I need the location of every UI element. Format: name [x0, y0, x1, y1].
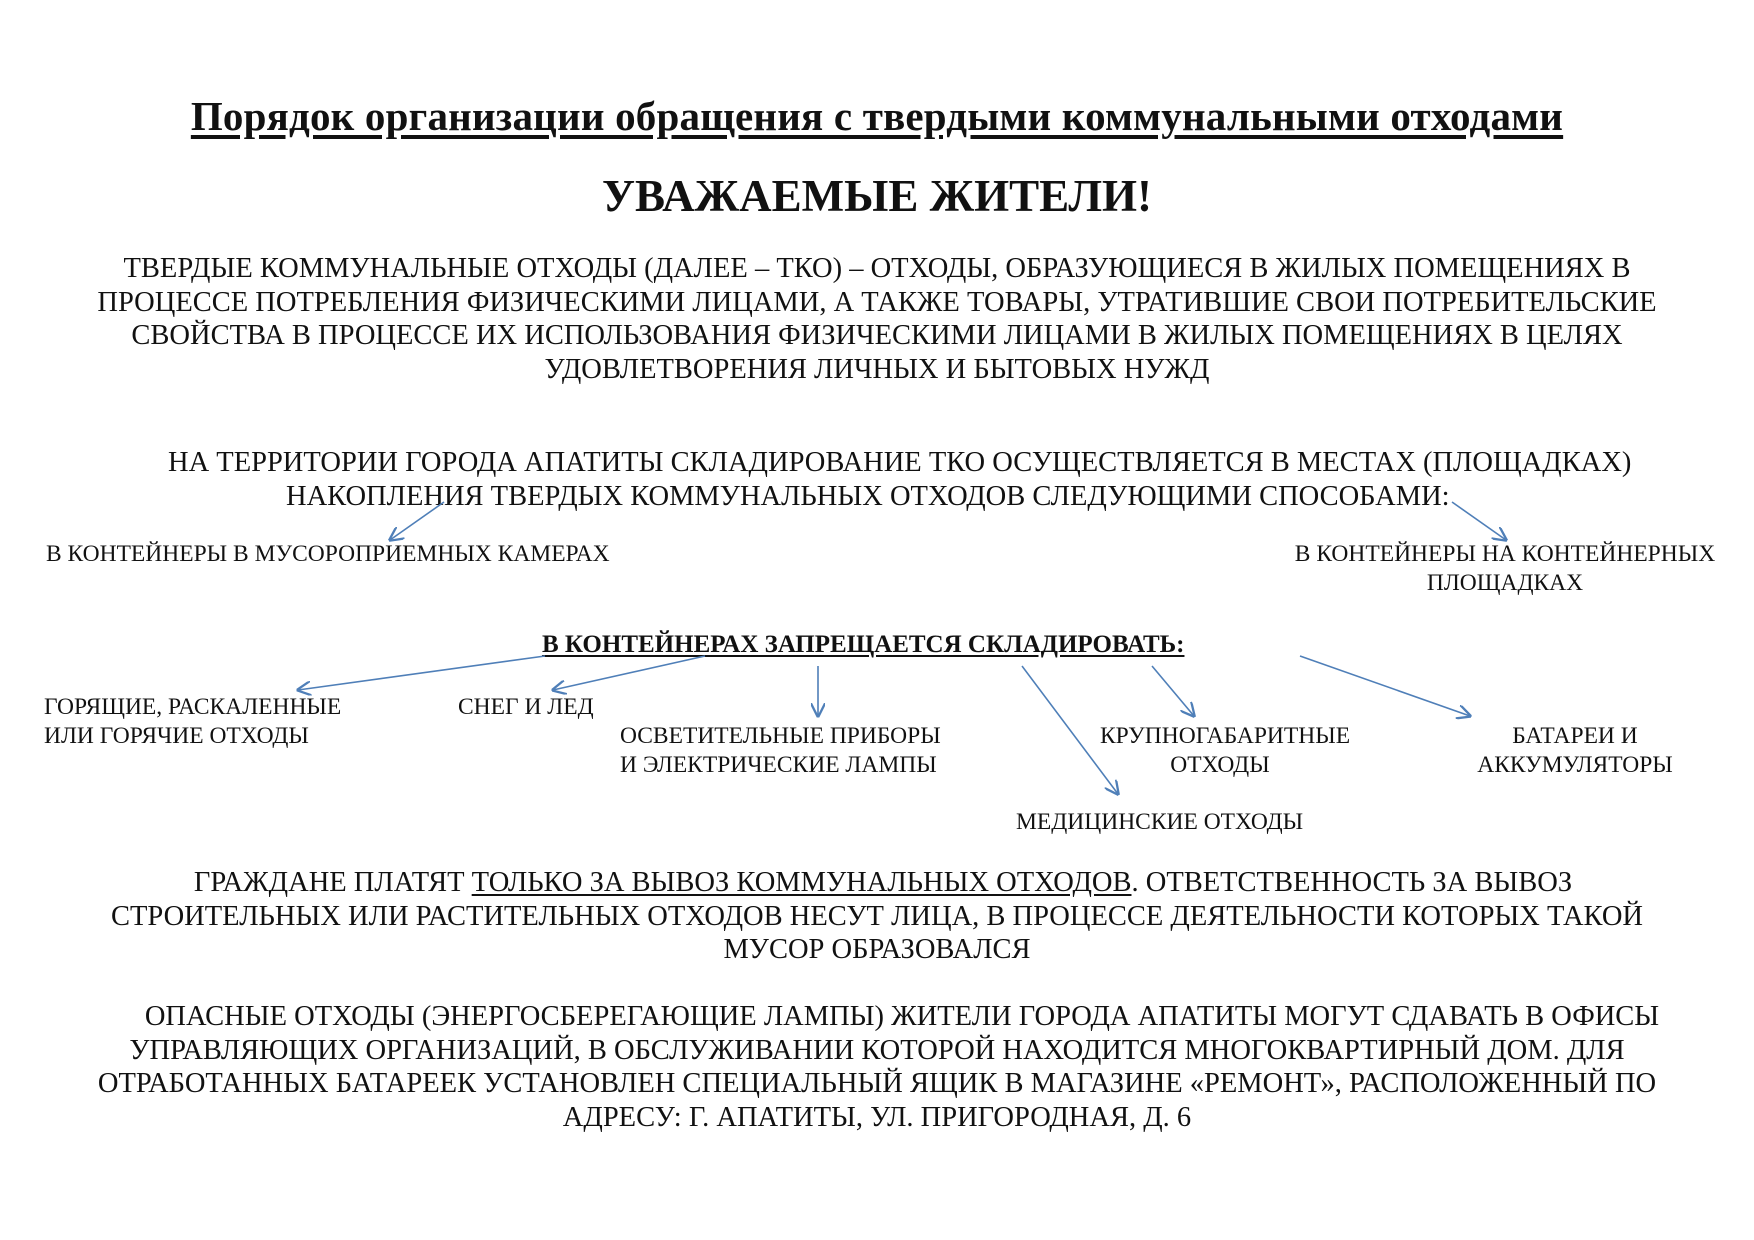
payment-line: МУСОР ОБРАЗОВАЛСЯ — [723, 934, 1031, 965]
definition-line: ПРОЦЕССЕ ПОТРЕБЛЕНИЯ ФИЗИЧЕСКИМИ ЛИЦАМИ, А ТАКЖЕ ТОВАРЫ, УТРАТИВШИЕ СВОИ ПОТРЕБИТЕЛЬСКИЕ — [97, 286, 1657, 318]
arrow-to-method-right — [1452, 502, 1506, 540]
definition-line: ТВЕРДЫЕ КОММУНАЛЬНЫЕ ОТХОДЫ (ДАЛЕЕ – ТКО) – ОТХОДЫ, ОБРАЗУЮЩИЕСЯ В ЖИЛЫХ ПОМЕЩЕНИЯХ В — [123, 253, 1631, 284]
hazardous-line: ОПАСНЫЕ ОТХОДЫ (ЭНЕРГОСБЕРЕГАЮЩИЕ ЛАМПЫ) ЖИТЕЛИ ГОРОДА АПАТИТЫ МОГУТ СДАВАТЬ В ОФИСЫ — [144, 1001, 1660, 1032]
page-subtitle: УВАЖАЕМЫЕ ЖИТЕЛИ! — [601, 171, 1153, 221]
definition-line: УДОВЛЕТВОРЕНИЯ ЛИЧНЫХ И БЫТОВЫХ НУЖД — [544, 353, 1210, 385]
storage-line: НАКОПЛЕНИЯ ТВЕРДЫХ КОММУНАЛЬНЫХ ОТХОДОВ СЛЕДУЮЩИМИ СПОСОБАМИ: — [286, 480, 1450, 512]
hazardous-line: ОТРАБОТАННЫХ БАТАРЕЕК УСТАНОВЛЕН СПЕЦИАЛЬНЫЙ ЯЩИК В МАГАЗИНЕ «РЕМОНТ», РАСПОЛОЖЕННЫЙ ПО — [97, 1068, 1657, 1099]
arrow-to-bulky — [1152, 666, 1194, 716]
hazardous-line: УПРАВЛЯЮЩИХ ОРГАНИЗАЦИЙ, В ОБСЛУЖИВАНИИ КОТОРОЙ НАХОДИТСЯ МНОГОКВАРТИРНЫЙ ДОМ. ДЛЯ — [129, 1034, 1625, 1066]
arrow-to-batteries — [1300, 656, 1470, 716]
item-burning-line: ИЛИ ГОРЯЧИЕ ОТХОДЫ — [44, 723, 309, 749]
method-right-line: В КОНТЕЙНЕРЫ НА КОНТЕЙНЕРНЫХ — [1294, 541, 1716, 567]
page-title: Порядок организации обращения с твердыми коммунальными отходами — [190, 93, 1564, 139]
arrow-to-method-left — [390, 502, 444, 540]
arrow-to-burning — [298, 656, 545, 690]
arrow-to-medical — [1022, 666, 1118, 794]
definition-line: СВОЙСТВА В ПРОЦЕССЕ ИХ ИСПОЛЬЗОВАНИЯ ФИЗИЧЕСКИМИ ЛИЦАМИ В ЖИЛЫХ ПОМЕЩЕНИЯХ В ЦЕЛЯХ — [131, 320, 1623, 351]
item-lamps-line: ОСВЕТИТЕЛЬНЫЕ ПРИБОРЫ — [620, 723, 941, 749]
payment-text: ГРАЖДАНЕ ПЛАТЯТ — [193, 867, 472, 898]
hazardous-line: АДРЕСУ: Г. АПАТИТЫ, УЛ. ПРИГОРОДНАЯ, Д. 6 — [562, 1101, 1192, 1133]
item-snow-line: СНЕГ И ЛЕД — [458, 694, 594, 720]
payment-text: . ОТВЕТСТВЕННОСТЬ ЗА ВЫВОЗ — [1131, 867, 1573, 898]
item-lamps-line: И ЭЛЕКТРИЧЕСКИЕ ЛАМПЫ — [620, 752, 937, 778]
item-batteries-line: АККУМУЛЯТОРЫ — [1477, 752, 1673, 778]
item-bulky-line: ОТХОДЫ — [1170, 752, 1270, 778]
item-burning-line: ГОРЯЩИЕ, РАСКАЛЕННЫЕ — [44, 694, 342, 720]
method-right-line: ПЛОЩАДКАХ — [1426, 570, 1584, 596]
item-batteries-line: БАТАРЕИ И — [1512, 723, 1638, 749]
item-medical-line: МЕДИЦИНСКИЕ ОТХОДЫ — [1016, 809, 1304, 835]
prohibited-heading: В КОНТЕЙНЕРАХ ЗАПРЕЩАЕТСЯ СКЛАДИРОВАТЬ: — [542, 631, 1185, 658]
item-bulky-line: КРУПНОГАБАРИТНЫЕ — [1100, 723, 1351, 749]
arrow-to-snow — [553, 656, 705, 690]
method-left: В КОНТЕЙНЕРЫ В МУСОРОПРИЕМНЫХ КАМЕРАХ — [46, 541, 610, 567]
payment-line: СТРОИТЕЛЬНЫХ ИЛИ РАСТИТЕЛЬНЫХ ОТХОДОВ НЕСУТ ЛИЦА, В ПРОЦЕССЕ ДЕЯТЕЛЬНОСТИ КОТОРЫХ ТАКОЙ — [110, 900, 1644, 932]
storage-line: НА ТЕРРИТОРИИ ГОРОДА АПАТИТЫ СКЛАДИРОВАНИЕ ТКО ОСУЩЕСТВЛЯЕТСЯ В МЕСТАХ (ПЛОЩАДКАХ) — [168, 447, 1632, 478]
payment-emphasis: ТОЛЬКО ЗА ВЫВОЗ КОММУНАЛЬНЫХ ОТХОДОВ — [471, 867, 1132, 898]
